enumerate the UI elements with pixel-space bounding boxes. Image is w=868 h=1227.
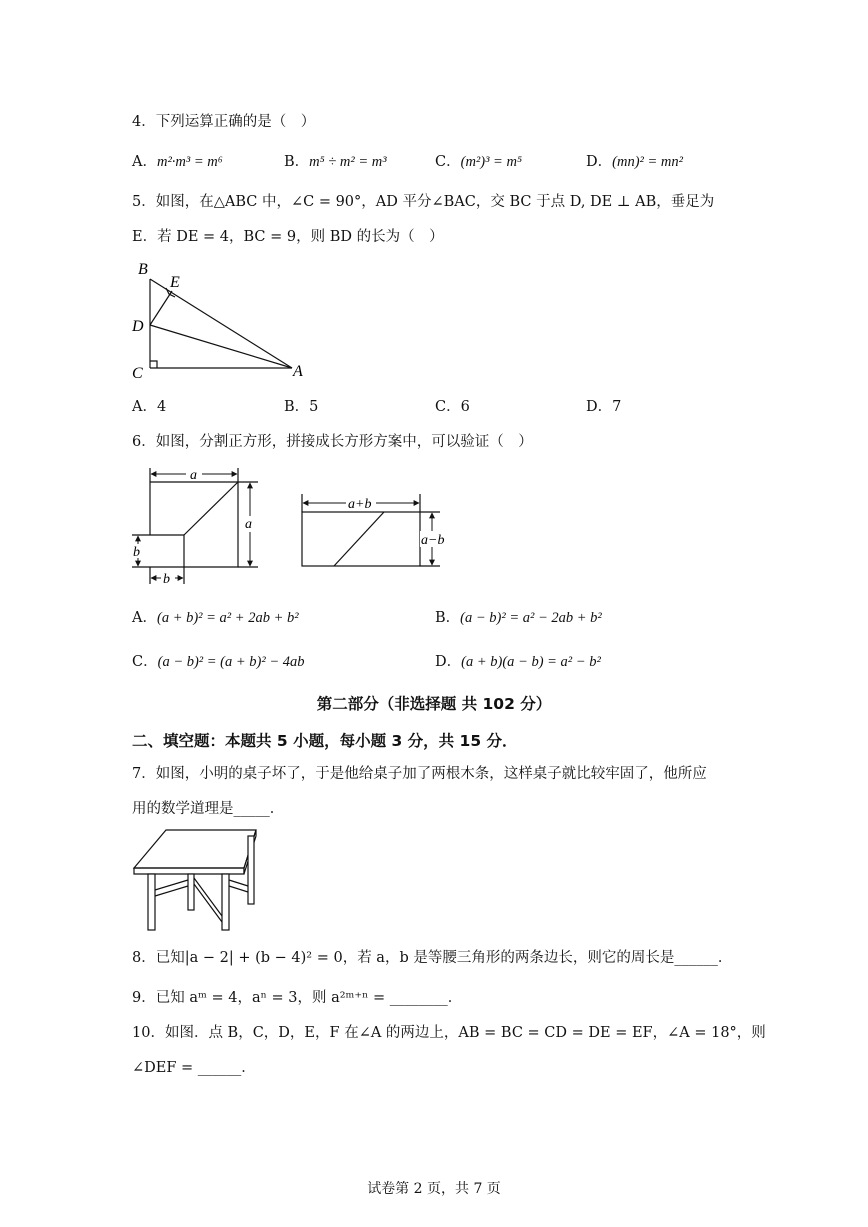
label-a: A [293,363,303,380]
label-a-right: a [245,517,252,532]
q7-line2: 用的数学道理是_____． [132,801,285,817]
q5-option-c: C．6 [435,399,470,415]
q4-option-c: C．(m²)³ = m⁵ [435,154,522,170]
label-b-bottom: b [163,572,170,587]
q5-option-d: D．7 [586,399,622,415]
q10-line1: 10．如图．点 B，C，D，E，F 在∠A 的两边上，AB = BC = CD = DE = EF，∠A = 18°，则 [132,1025,766,1041]
part2-heading: 第二部分（非选择题 共 102 分） [316,695,552,713]
q6-option-d: D．(a + b)(a − b) = a² − b² [435,654,601,670]
q4-option-a: A．m²·m³ = m⁶ [132,154,223,170]
label-a-top: a [190,468,197,483]
q7-line1: 7．如图，小明的桌子坏了，于是他给桌子加了两根木条，这样桌子就比较牢固了，他所应 [132,766,707,782]
q6-stem: 6．如图，分割正方形，拼接成长方形方案中，可以验证（ ） [132,434,533,450]
label-d: D [132,318,144,335]
q6-option-a: A．(a + b)² = a² + 2ab + b² [132,610,299,626]
q5-option-b: B．5 [284,399,319,415]
label-b-left: b [133,545,140,560]
q6-option-c: C．(a − b)² = (a + b)² − 4ab [132,654,305,670]
label-a-minus-b: a−b [421,533,445,548]
q4-option-d: D．(mn)² = mn² [586,154,683,170]
right-angle-c [150,361,157,368]
q6-rectangle-figure [294,488,454,573]
bisector-ad [150,325,292,368]
label-a-plus-b: a+b [348,497,372,512]
q5-stem-line1: 5．如图，在△ABC 中，∠C = 90°，AD 平分∠BAC，交 BC 于点 D, DE ⊥ AB，垂足为 [132,194,715,210]
q4-stem: 4．下列运算正确的是（ ） [132,114,316,130]
perpendicular-de [150,291,172,325]
q5-stem-line2: E．若 DE = 4，BC = 9，则 BD 的长为（ ） [132,229,444,245]
q5-triangle-figure [128,255,318,385]
label-c: C [132,365,143,382]
page-footer: 试卷第 2 页，共 7 页 [367,1181,501,1197]
q10-line2: ∠DEF = ______． [132,1060,256,1076]
q6-square-figure [128,462,268,592]
q9-text: 9．已知 aᵐ = 4，aⁿ = 3，则 a²ᵐ⁺ⁿ = ________． [132,990,463,1006]
label-b: B [138,261,148,278]
q8-text: 8．已知|a − 2| + (b − 4)² = 0，若 a，b 是等腰三角形的两条边长，则它的周长是______． [132,950,733,966]
label-e: E [170,274,180,291]
q5-option-a: A．4 [132,399,167,415]
section2-heading: 二、填空题：本题共 5 小题，每小题 3 分，共 15 分． [132,732,518,750]
q6-option-b: B．(a − b)² = a² − 2ab + b² [435,610,602,626]
q7-table-figure [130,824,270,936]
q4-option-b: B．m⁵ ÷ m² = m³ [284,154,387,170]
